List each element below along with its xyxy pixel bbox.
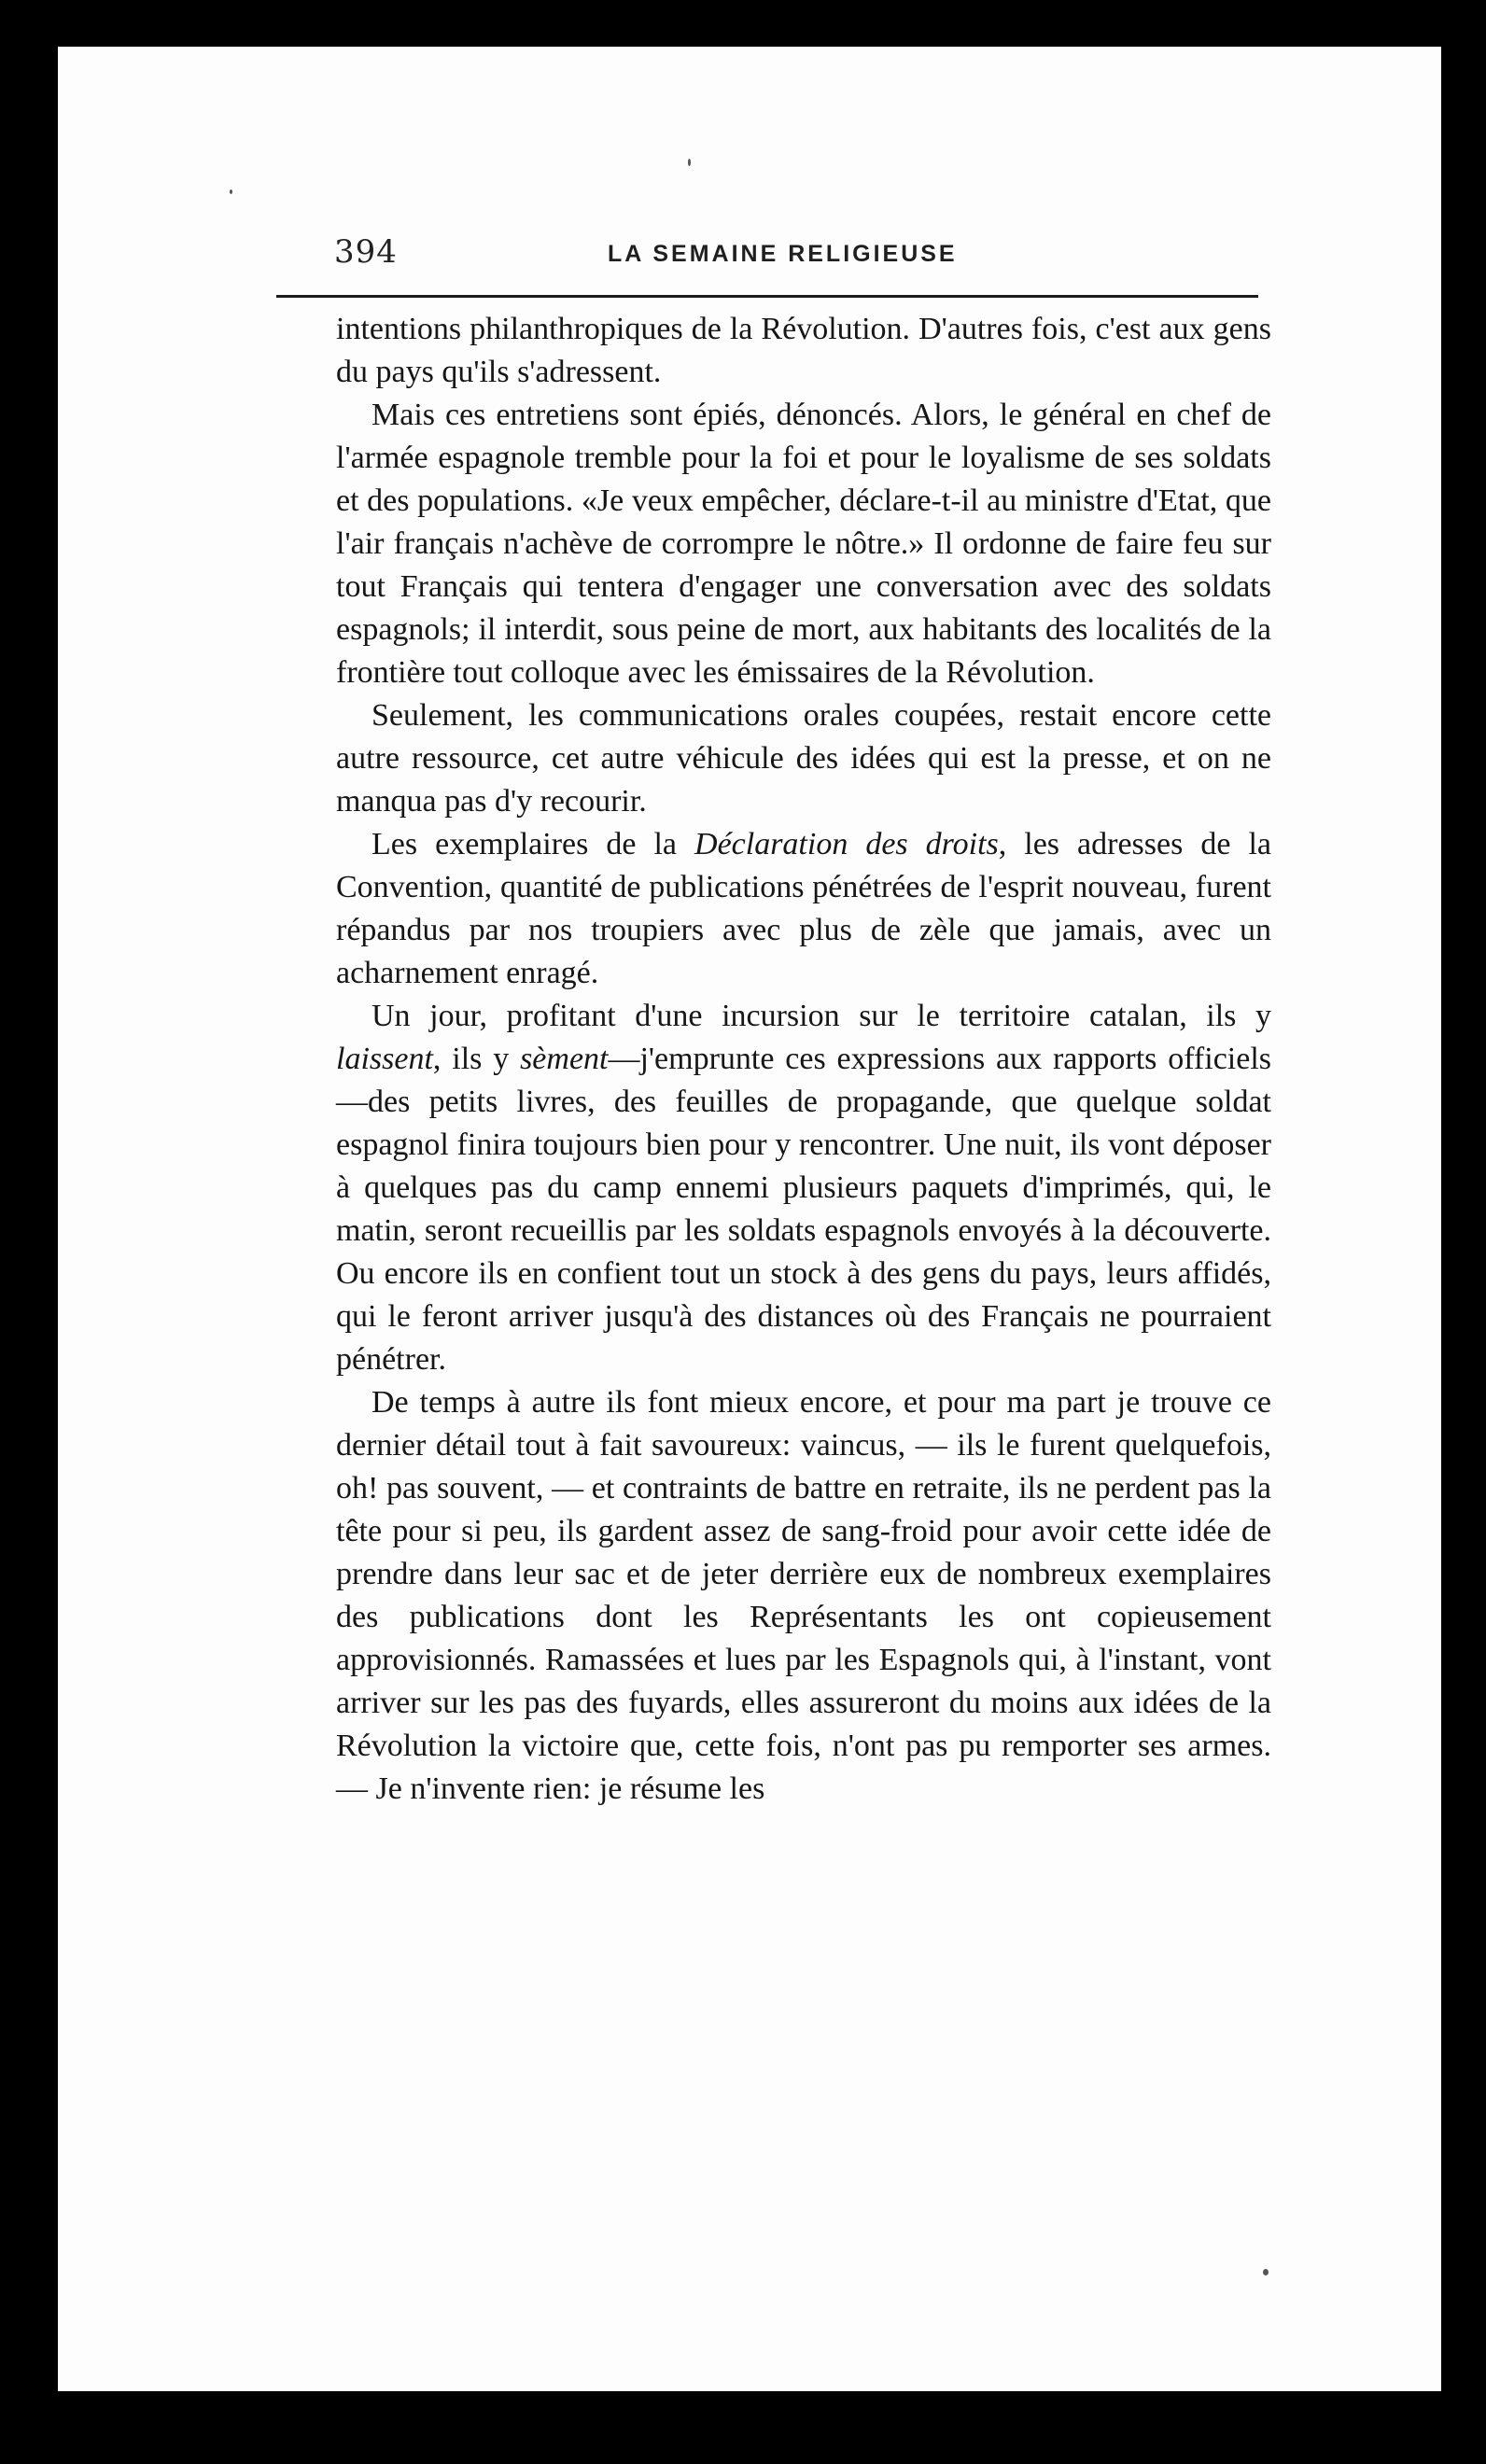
- paragraph: Mais ces entretiens sont épiés, dénoncés. Alors, le général en chef de l'armée espagnole tremble pour la foi et pour le loyalisme de ses soldats et des populations. «Je veux empêcher, déclare-t-il au ministre d'Etat, que l'air français n'achève de corrompre le nôtre.» Il ordonne de faire feu sur tout Français qui tentera d'engager une conversation avec des soldats espagnols; il interdit, sous peine de mort, aux habitants des localités de la frontière tout colloque avec les émissaires de la Révolution.: [336, 398, 1271, 690]
- scan-speck: [688, 159, 691, 166]
- italic-word: laissent: [336, 1042, 433, 1076]
- paragraph: intentions philanthropiques de la Révolution. D'autres fois, c'est aux gens du pays qu'ils s'adressent.: [336, 312, 1271, 389]
- paragraph: Un jour, profitant d'une incursion sur le territoire catalan, ils y laissent, ils y sèment—j'emprunte ces expressions aux rapports officiels—des petits livres, des feuilles de propagande, que quelque soldat espagnol finira toujours bien pour y rencontrer. Une nuit, ils vont déposer à quelques pas du camp ennemi plusieurs paquets d'imprimés, qui, le matin, seront recueillis par les soldats espagnols envoyés à la découverte. Ou encore ils en confient tout un stock à des gens du pays, leurs affidés, qui le feront arriver jusqu'à des distances où des Français ne pourraient pénétrer.: [336, 999, 1272, 1377]
- italic-title: Déclaration des droits: [694, 827, 999, 861]
- paragraph: De temps à autre ils font mieux encore, et pour ma part je trouve ce dernier détail tout à fait savoureux: vaincus, — ils le furent quelquefois, oh! pas souvent, — et contraints de battre en retraite, ils ne perdent pas la tête pour si peu, ils gardent assez de sang-froid pour avoir cette idée de prendre dans leur sac et de jeter derrière eux de nombreux exemplaires des publications dont les Représentants les ont copieusement approvisionnés. Ramassées et lues par les Espagnols qui, à l'instant, vont arriver sur les pas des fuyards, elles assureront du moins aux idées de la Révolution la victoire que, cette fois, n'ont pas pu remporter ses armes. — Je n'invente rien: je résume les: [336, 1385, 1271, 1806]
- page-edge-strip: [1396, 47, 1441, 2277]
- page-header: [276, 226, 1258, 298]
- scan-speck: [230, 189, 232, 194]
- paragraph: Seulement, les communications orales coupées, restait encore cette autre ressource, cet autre véhicule des idées qui est la presse, et on ne manqua pas d'y recourir.: [336, 698, 1271, 819]
- page-number: 394: [334, 233, 398, 271]
- paragraph: Les exemplaires de la Déclaration des droits, les adresses de la Convention, quantité de publications pénétrées de l'esprit nouveau, furent répandus par nos troupiers avec plus de zèle que jamais, avec un acharnement enragé.: [336, 827, 1271, 990]
- running-title: LA SEMAINE RELIGIEUSE: [608, 241, 958, 267]
- italic-word: sèment: [520, 1042, 609, 1076]
- body-text: [336, 308, 1271, 1811]
- scan-speck: [1263, 2269, 1269, 2275]
